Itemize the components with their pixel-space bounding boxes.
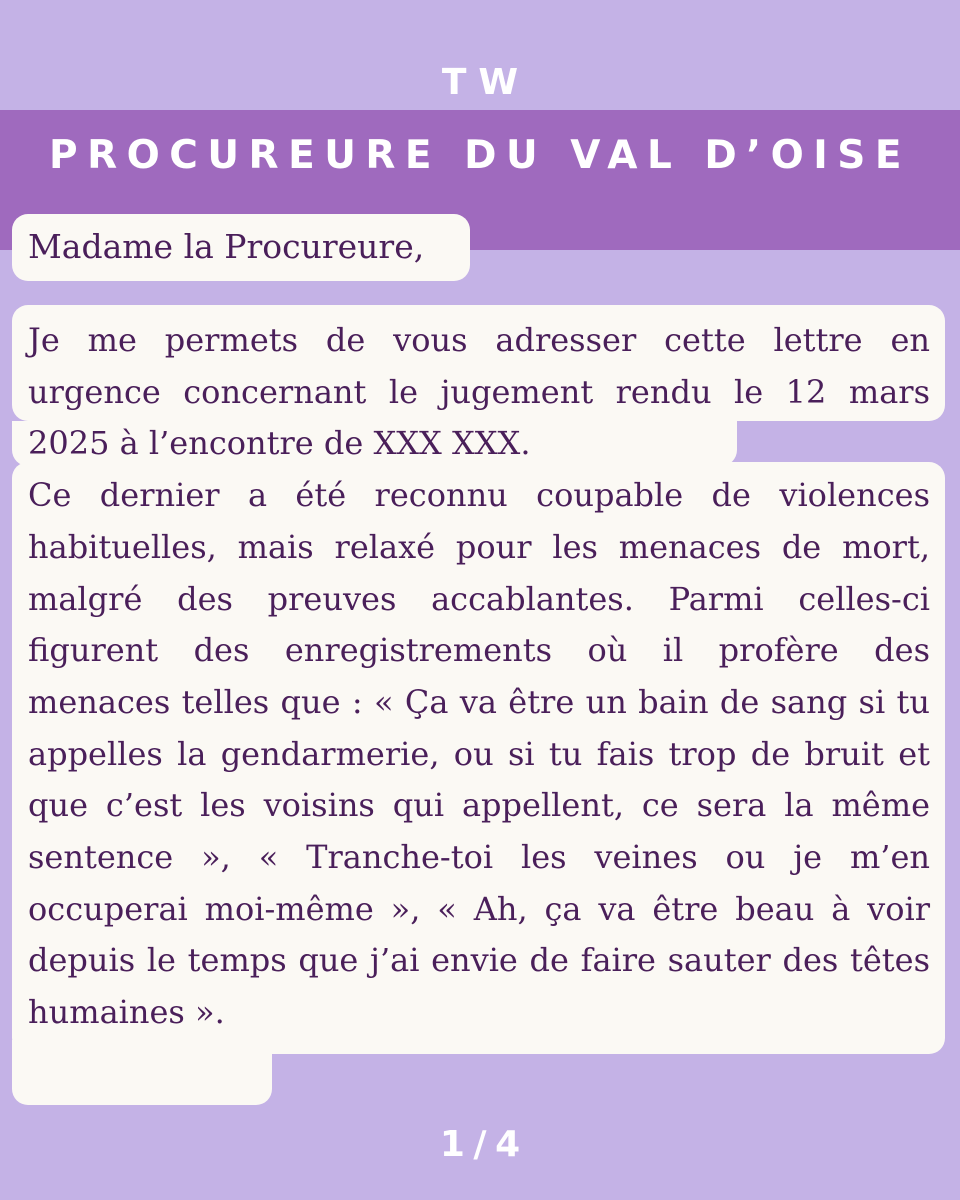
page-indicator: 1 / 4: [439, 1124, 521, 1165]
letter-body: [28, 315, 930, 1039]
letter-salutation: Madame la Procureure,: [28, 227, 425, 266]
letter-bubble: [12, 1040, 272, 1105]
letter-paragraph-1: Je me permets de vous adresser cette lettre en urgence concernant le jugement rendu le 12 mars 2025 à l’encontre de XXX XXX.: [28, 321, 930, 463]
letter-paragraph-2: Ce dernier a été reconnu coupable de violences habituelles, mais relaxé pour les menaces de mort, malgré des preuves accablantes. Parmi celles-ci figurent des enregistrements où il profère des menaces telles que : « Ça va être un bain de sang si tu appelles la gendarmerie, ou si tu fais trop de bruit et que c’est les voisins qui appellent, ce sera la même sentence », « Tranche-toi les veines ou je m’en occuperai moi-même », « Ah, ça va être beau à voir depuis le temps que j’ai envie de faire sauter des têtes humaines ».: [28, 476, 930, 1032]
trigger-warning-label: TW: [441, 62, 531, 103]
page-title: PROCUREURE DU VAL D’OISE: [49, 133, 911, 178]
